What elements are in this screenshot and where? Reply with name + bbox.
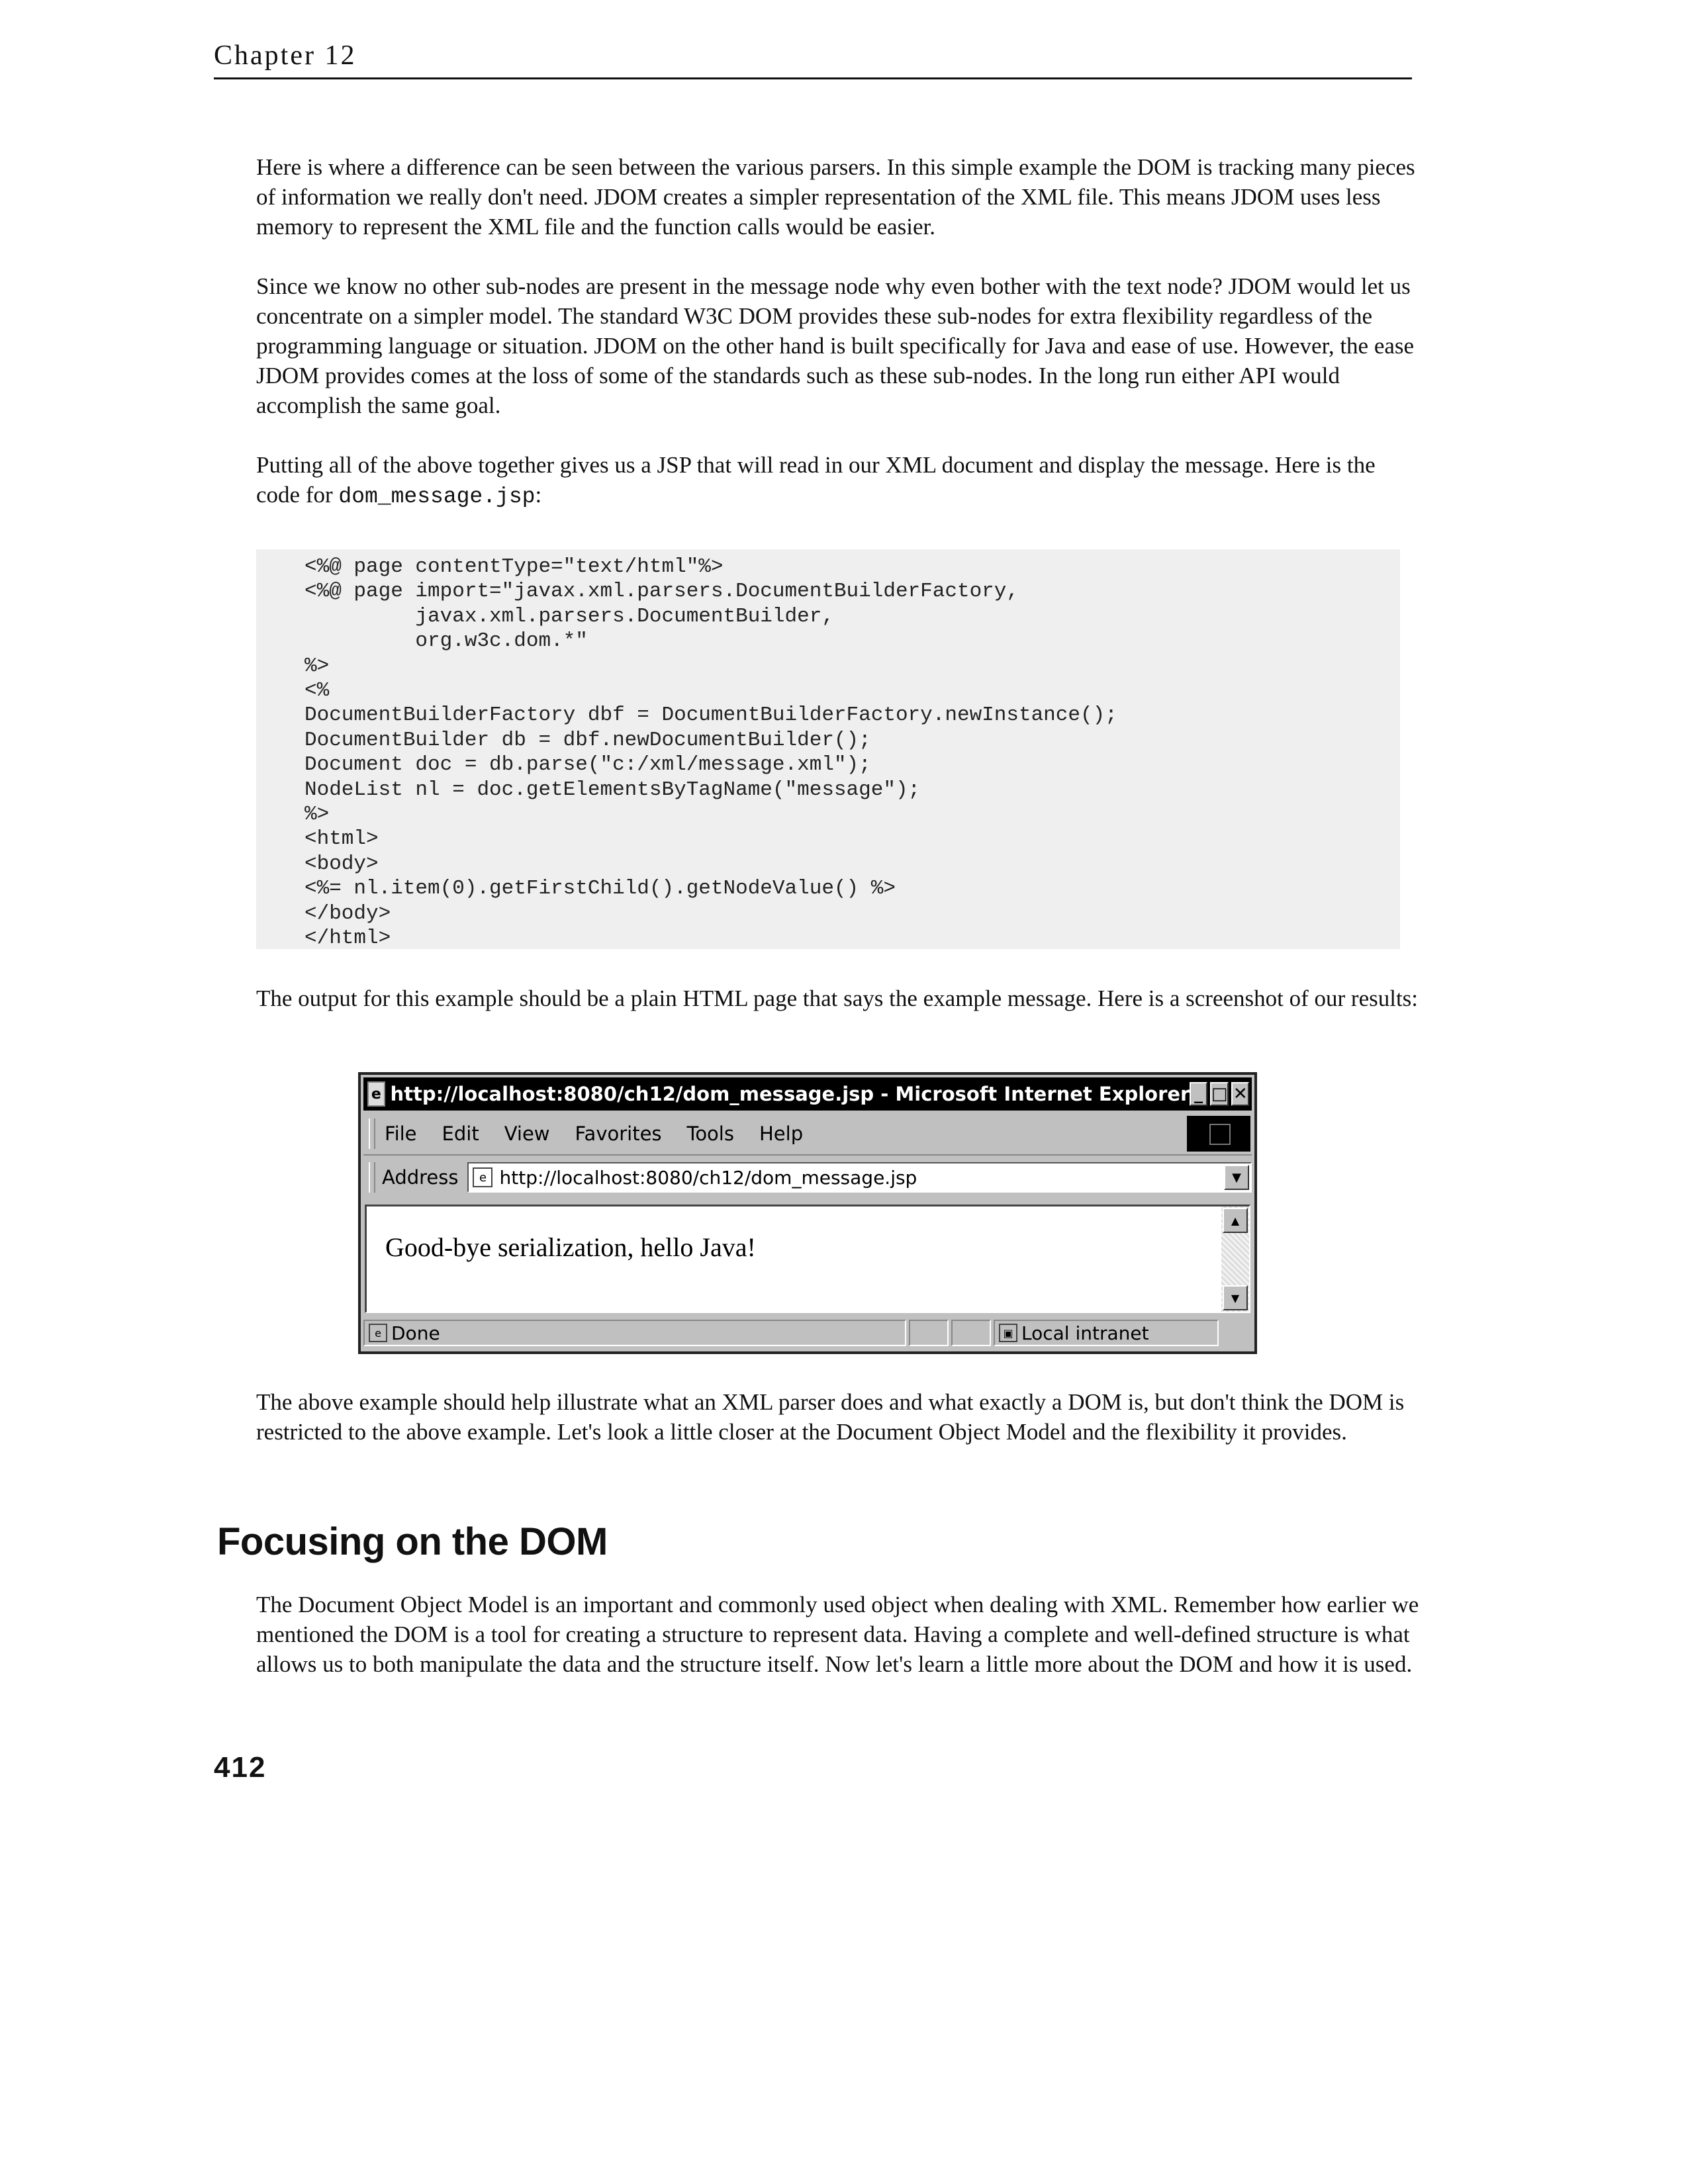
page-number: 412 [214,1751,267,1784]
menu-edit[interactable]: Edit [442,1122,479,1145]
status-cell-empty [909,1320,949,1346]
code-line: </html> [305,927,391,950]
browser-menu-bar [363,1113,1252,1156]
intranet-icon: ▣ [999,1324,1017,1342]
toolbar-grip[interactable] [369,1162,375,1193]
code-line: org.w3c.dom.*" [305,629,588,653]
address-label: Address [381,1166,459,1189]
paragraph-jsp-intro-end: : [535,482,542,508]
paragraph-parser-summary: The above example should help illustrate what an XML parser does and what exactly a DOM is, but don't think the DOM is restricted to the above example. Let's look a little closer at the Document Object Model and the flexibility it provides. [256,1389,1405,1445]
zone-text: Local intranet [1021,1322,1149,1344]
page-message: Good-bye serialization, hello Java! [385,1232,756,1262]
paragraph-parsers-difference: Here is where a difference can be seen between the various parsers. In this simple example the DOM is tracking many pieces of information we really don't need. JDOM creates a simpler representation of the XML file. This means JDOM uses less memory to represent the XML file and the function calls would be easier. [256,154,1415,240]
paragraph-output: The output for this example should be a plain HTML page that says the example message. Here is a screenshot of our results: [256,985,1419,1011]
browser-address-bar [363,1157,1252,1198]
scroll-up-icon[interactable]: ▲ [1223,1208,1248,1233]
windows-logo-icon [1187,1116,1250,1152]
code-line: <%@ page contentType="text/html"%> [305,555,724,578]
zone-cell [994,1320,1219,1346]
ie-page-icon: e [367,1081,385,1107]
paragraph-jsp-intro-text: Putting all of the above together gives us a JSP that will read in our XML document and display the message. Here is the code for [256,452,1376,508]
section-heading: Focusing on the DOM [217,1520,608,1563]
menu-favorites[interactable]: Favorites [575,1122,662,1145]
address-input[interactable] [467,1162,1252,1193]
menu-help[interactable]: Help [759,1122,804,1145]
browser-title-bar [363,1077,1252,1111]
menu-tools[interactable]: Tools [686,1122,734,1145]
ie-page-icon: e [369,1324,387,1342]
code-line: NodeList nl = doc.getElementsByTagName("message"); [305,778,921,801]
inline-code-filename: dom_message.jsp [338,484,536,509]
code-line: %> [305,803,330,827]
code-line: <%@ page import="javax.xml.parsers.DocumentBuilderFactory, [305,580,1019,604]
status-cell-empty [951,1320,991,1346]
browser-content-area [365,1205,1250,1313]
status-text: Done [391,1322,440,1344]
browser-screenshot [358,1072,1257,1354]
minimize-icon[interactable]: _ [1190,1082,1207,1106]
chapter-header: Chapter 12 [214,38,1412,79]
code-line: </body> [305,901,391,925]
code-line: DocumentBuilderFactory dbf = DocumentBuilderFactory.newInstance(); [305,704,1117,727]
vertical-scrollbar[interactable] [1221,1206,1249,1312]
code-line: <%= nl.item(0).getFirstChild().getNodeValue() %> [305,877,896,901]
browser-status-bar [363,1317,1252,1349]
code-line: <% [305,679,330,703]
toolbar-grip[interactable] [369,1118,375,1149]
paragraph-dom-intro: The Document Object Model is an important and commonly used object when dealing with XML. Remember how earlier we mentioned the DOM is a tool for creating a structure to represent data. Having a complete and well-defined structure is what allows us to both manipulate the data and the structure itself. Now let's learn a little more about the DOM and how it is used. [256,1592,1419,1677]
menu-file[interactable]: File [385,1122,417,1145]
code-line: %> [305,654,330,678]
close-icon[interactable]: ✕ [1231,1082,1249,1106]
scroll-down-icon[interactable]: ▼ [1223,1285,1248,1310]
menu-view[interactable]: View [504,1122,550,1145]
browser-title: http://localhost:8080/ch12/dom_message.jsp - Microsoft Internet Explorer [390,1083,1190,1105]
paragraph-jsp-intro [256,450,1421,512]
code-line: javax.xml.parsers.DocumentBuilder, [305,604,834,628]
code-line: Document doc = db.parse("c:/xml/message.xml"); [305,753,871,777]
code-line: DocumentBuilder db = dbf.newDocumentBuilder(); [305,728,871,752]
paragraph-sub-nodes: Since we know no other sub-nodes are present in the message node why even bother with the text node? JDOM would let us concentrate on a simpler model. The standard W3C DOM provides these sub-nodes for extra flexibility regardless of the programming language or situation. JDOM on the other hand is built specifically for Java and ease of use. However, the ease JDOM provides comes at the loss of some of the standards such as these sub-nodes. In the long run either API would accomplish the same goal. [256,273,1415,418]
code-line: <html> [305,827,379,851]
maximize-icon[interactable]: □ [1210,1082,1229,1106]
code-line: <body> [305,852,379,876]
ie-page-icon: e [473,1167,492,1187]
code-listing [256,549,1400,949]
status-cell [363,1320,906,1346]
address-value: http://localhost:8080/ch12/dom_message.jsp [499,1166,917,1189]
dropdown-arrow-icon[interactable]: ▼ [1224,1165,1249,1190]
